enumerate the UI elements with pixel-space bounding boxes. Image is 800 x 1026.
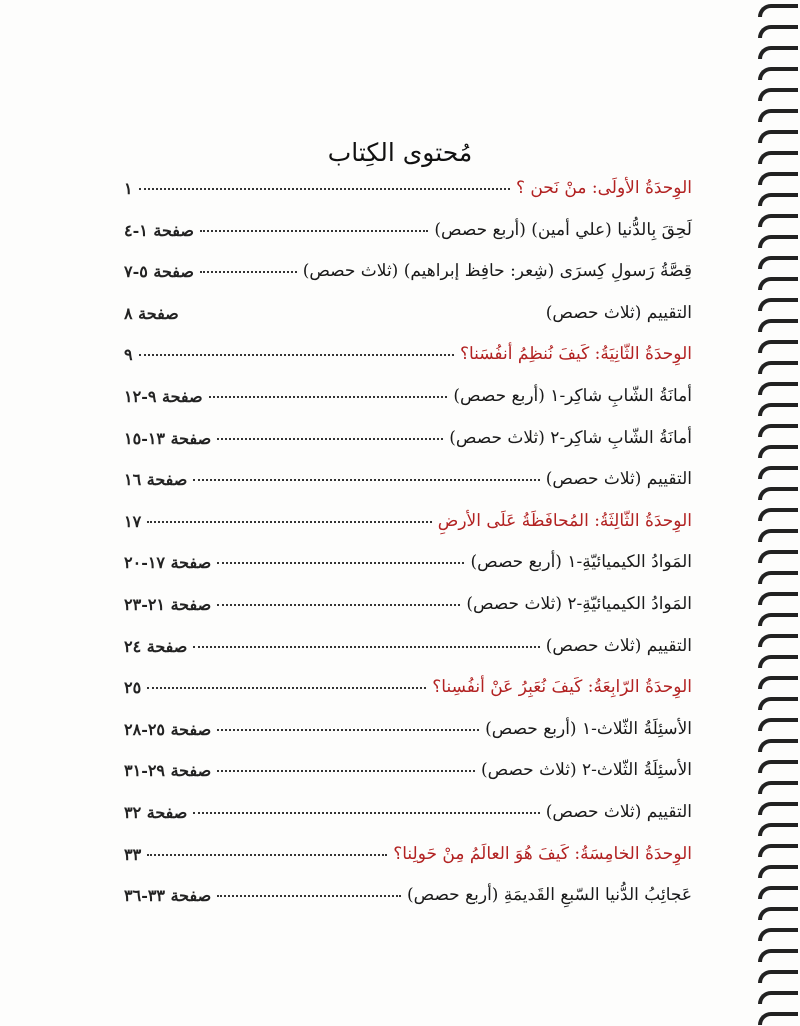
- binding-coil: [758, 193, 798, 206]
- unit-title: الوِحدَةُ الثّالِثَةُ: المُحافَظَةُ عَلَى الأرضِ: [437, 510, 692, 531]
- binding-coil: [758, 319, 798, 332]
- binding-coil: [758, 634, 798, 647]
- lesson-title: الأسئِلَةُ الثّلاث-١ (أربع حصص): [485, 718, 692, 739]
- unit-title: الوِحدَةُ الثّانِيَةُ: كَيفَ نُنظِمُ أنفُسَنا؟: [459, 344, 692, 365]
- lesson-title: المَوادُ الكيميائيّةِ-١ (أربع حصص): [470, 552, 692, 573]
- lesson-title: الأسئِلَةُ الثّلاث-٢ (ثلاث حصص): [480, 760, 692, 781]
- binding-coil: [758, 445, 798, 458]
- dot-leader: [193, 812, 539, 814]
- toc-lesson-row: [124, 750, 692, 780]
- binding-coil: [758, 949, 798, 962]
- dot-leader: [200, 271, 297, 273]
- binding-coil: [758, 886, 798, 899]
- toc-lesson-row: [124, 709, 692, 739]
- page-reference: صفحة ٨: [124, 303, 179, 323]
- lesson-title: عَجائِبُ الدُّنيا السّبعِ القَديمَةِ (أربع حصص): [406, 885, 692, 906]
- binding-coil: [758, 760, 798, 773]
- page-reference: صفحة ١٦: [124, 470, 188, 490]
- dot-leader: [217, 604, 460, 606]
- binding-coil: [758, 382, 798, 395]
- toc-lesson-row: [124, 418, 692, 448]
- binding-coil: [758, 613, 798, 626]
- binding-coil: [758, 844, 798, 857]
- page-reference: ٢٥: [124, 678, 142, 698]
- lesson-title: المَوادُ الكيميائيّةِ-٢ (ثلاث حصص): [466, 594, 692, 614]
- lesson-title: التقييم (ثلاث حصص): [545, 802, 692, 822]
- toc-lesson-row: [124, 792, 692, 822]
- binding-coil: [758, 865, 798, 878]
- binding-coil: [758, 991, 798, 1004]
- lesson-title: لَحِقَ بِالدُّنيا (علي أمين) (أربع حصص): [434, 219, 692, 240]
- binding-coil: [758, 550, 798, 563]
- binding-coil: [758, 361, 798, 374]
- dot-leader: [200, 230, 428, 232]
- binding-coil: [758, 340, 798, 353]
- dot-leader: [193, 479, 539, 481]
- lesson-title: التقييم (ثلاث حصص): [545, 302, 692, 323]
- binding-coil: [758, 508, 798, 521]
- binding-coil: [758, 907, 798, 920]
- page-reference: صفحة ٢٤: [124, 636, 188, 656]
- lesson-title: أمانَةُ الشّابِ شاكِر-١ (أربع حصص): [453, 386, 692, 406]
- binding-coil: [758, 487, 798, 500]
- unit-title: الوِحدَةُ الخامِسَةُ: كَيفَ هُوَ العالَمُ مِنْ حَولِنا؟: [393, 843, 692, 864]
- binding-coil: [758, 802, 798, 815]
- dot-leader: [217, 895, 401, 897]
- dot-leader: [139, 188, 510, 190]
- binding-coil: [758, 88, 798, 101]
- toc-lesson-row: [124, 584, 692, 614]
- binding-coil: [758, 298, 798, 311]
- dot-leader: [217, 729, 479, 731]
- page-reference: صفحة ٣٢: [124, 803, 188, 822]
- dot-leader: [217, 438, 443, 440]
- binding-coil: [758, 970, 798, 983]
- binding-coil: [758, 676, 798, 689]
- lesson-title: التقييم (ثلاث حصص): [545, 635, 692, 656]
- binding-coil: [758, 46, 798, 59]
- unit-title: الوِحدَةُ الأولَى: منْ نَحن ؟: [515, 178, 692, 198]
- binding-coil: [758, 655, 798, 668]
- page-reference: صفحة ٢٥-٢٨: [124, 719, 212, 739]
- page-reference: صفحة ٢٩-٣١: [124, 761, 212, 781]
- page-reference: صفحة ٢١-٢٣: [124, 595, 212, 614]
- binding-coil: [758, 109, 798, 122]
- page-title: مُحتوى الكِتاب: [327, 138, 473, 167]
- binding-coil: [758, 403, 798, 416]
- toc-unit-row: [124, 168, 692, 198]
- unit-title: الوِحدَةُ الرّابِعَةُ: كَيفَ نُعَبِرُ عَنْ أنفُسِنا؟: [432, 677, 692, 698]
- binding-coil: [758, 466, 798, 479]
- page-reference: ١٧: [124, 511, 142, 531]
- page-reference: ٣٣: [124, 844, 142, 864]
- page-reference: صفحة ٣٣-٣٦: [124, 886, 212, 906]
- toc-lesson-row: [124, 210, 692, 240]
- binding-coil: [758, 67, 798, 80]
- page-reference: ٩: [124, 345, 133, 365]
- lesson-title: قِصَّةُ رَسولِ كِسرَى (شِعر: حافِظ إبراهيم) (ثلاث حصص): [302, 261, 692, 282]
- page-reference: صفحة ١٣-١٥: [124, 428, 212, 448]
- binding-coil: [758, 592, 798, 605]
- binding-coil: [758, 424, 798, 437]
- dot-leader: [193, 646, 539, 648]
- page-reference: صفحة ٥-٧: [124, 262, 194, 282]
- dot-leader: [217, 562, 464, 564]
- dot-leader: [147, 854, 387, 856]
- toc-unit-row: [124, 334, 692, 364]
- binding-coil: [758, 529, 798, 542]
- binding-coil: [758, 781, 798, 794]
- page-reference: صفحة ١-٤: [124, 220, 194, 240]
- toc-lesson-row: [124, 293, 692, 323]
- dot-leader: [139, 354, 454, 356]
- binding-coil: [758, 697, 798, 710]
- binding-coil: [758, 277, 798, 290]
- binding-coil: [758, 571, 798, 584]
- binding-coil: [758, 1012, 798, 1025]
- page-reference: صفحة ٩-١٢: [124, 387, 203, 406]
- binding-coil: [758, 928, 798, 941]
- binding-coil: [758, 739, 798, 752]
- binding-coil: [758, 823, 798, 836]
- toc-unit-row: [124, 834, 692, 864]
- toc-lesson-row: [124, 626, 692, 656]
- page-reference: صفحة ١٧-٢٠: [124, 553, 212, 573]
- binding-coil: [758, 172, 798, 185]
- toc-lesson-row: [124, 459, 692, 489]
- dot-leader: [209, 396, 448, 398]
- dot-leader: [147, 521, 432, 523]
- binding-coil: [758, 256, 798, 269]
- binding-coil: [758, 214, 798, 227]
- toc-lesson-row: [124, 376, 692, 406]
- dot-leader: [217, 770, 475, 772]
- toc-lesson-row: [124, 875, 692, 905]
- binding-coil: [758, 718, 798, 731]
- dot-leader: [147, 687, 426, 689]
- toc-lesson-row: [124, 542, 692, 572]
- toc-lesson-row: [124, 251, 692, 281]
- lesson-title: أمانَةُ الشّابِ شاكِر-٢ (ثلاث حصص): [449, 427, 692, 448]
- binding-coil: [758, 235, 798, 248]
- toc-unit-row: [124, 501, 692, 531]
- lesson-title: التقييم (ثلاث حصص): [545, 469, 692, 490]
- binding-coil: [758, 4, 798, 17]
- binding-coil: [758, 25, 798, 38]
- toc-unit-row: [124, 667, 692, 697]
- page-reference: ١: [124, 179, 133, 198]
